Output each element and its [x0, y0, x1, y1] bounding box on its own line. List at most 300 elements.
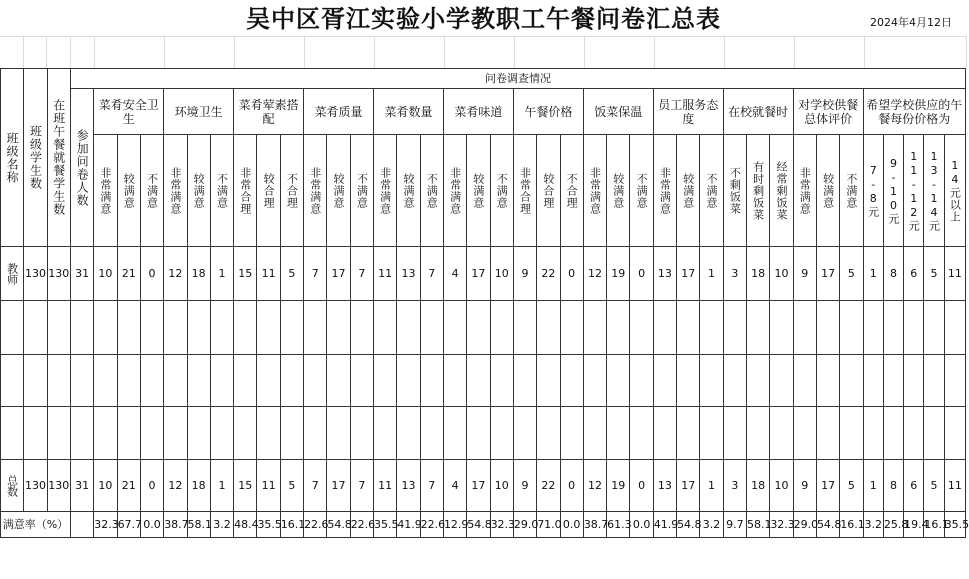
header-group: 环境卫生 — [164, 89, 234, 135]
table-cell: 7 — [304, 460, 327, 512]
table-cell: 5 — [280, 460, 303, 512]
table-cell — [513, 355, 536, 407]
table-cell — [304, 301, 327, 355]
table-cell — [816, 407, 839, 460]
table-cell — [840, 355, 863, 407]
table-cell — [117, 301, 140, 355]
rate-value: 35.5 — [374, 512, 397, 538]
rate-value: 32.3 — [490, 512, 513, 538]
table-cell — [583, 355, 606, 407]
header-subcategory: 不满意 — [210, 135, 233, 247]
row-label — [1, 355, 24, 407]
rate-value: 35.5 — [944, 512, 965, 538]
table-cell — [187, 407, 210, 460]
rate-value: 67.7 — [117, 512, 140, 538]
table-cell — [883, 301, 903, 355]
table-cell — [164, 355, 187, 407]
header-subcategory: 14元以上 — [944, 135, 965, 247]
table-cell — [140, 407, 163, 460]
rate-value: 32.3 — [94, 512, 117, 538]
table-cell: 12 — [583, 460, 606, 512]
table-cell — [653, 355, 676, 407]
table-cell — [490, 355, 513, 407]
table-cell — [94, 355, 117, 407]
table-cell: 13 — [397, 460, 420, 512]
table-cell — [747, 355, 770, 407]
table-cell: 10 — [94, 247, 117, 301]
rate-label: 满意率（%） — [1, 512, 71, 538]
table-cell — [70, 512, 93, 538]
header-subcategory: 非常满意 — [443, 135, 466, 247]
rate-value: 58.1 — [187, 512, 210, 538]
table-cell: 17 — [467, 247, 490, 301]
header-group: 员工服务态度 — [653, 89, 723, 135]
header-subcategory: 较满意 — [607, 135, 630, 247]
table-cell — [630, 355, 653, 407]
header-group: 饭菜保温 — [583, 89, 653, 135]
header-group: 菜肴质量 — [304, 89, 374, 135]
table-cell: 0 — [560, 460, 583, 512]
table-cell: 1 — [210, 460, 233, 512]
table-cell: 11 — [257, 460, 280, 512]
table-cell: 0 — [140, 247, 163, 301]
table-row — [1, 407, 966, 460]
header-lunch-count: 在班午餐就餐学生数 — [47, 69, 70, 247]
table-cell — [700, 407, 723, 460]
table-cell — [924, 407, 944, 460]
table-cell — [70, 355, 93, 407]
row-label: 总数 — [1, 460, 24, 512]
table-cell — [47, 355, 70, 407]
rate-value: 3.2 — [210, 512, 233, 538]
header-subcategory: 非常满意 — [164, 135, 187, 247]
rate-value: 38.7 — [583, 512, 606, 538]
table-cell: 8 — [883, 247, 903, 301]
table-cell — [210, 301, 233, 355]
table-cell — [490, 301, 513, 355]
rate-value: 3.2 — [863, 512, 883, 538]
header-participants: 参加问卷人数 — [70, 89, 93, 247]
header-group: 对学校供餐总体评价 — [793, 89, 863, 135]
sheet-date: 2024年4月12日 — [870, 16, 952, 29]
rate-value: 41.9 — [653, 512, 676, 538]
table-cell — [467, 407, 490, 460]
table-cell — [94, 301, 117, 355]
table-cell: 18 — [747, 247, 770, 301]
header-subcategory: 较满意 — [677, 135, 700, 247]
table-cell: 17 — [677, 460, 700, 512]
rate-value: 0.0 — [630, 512, 653, 538]
table-cell: 15 — [234, 247, 257, 301]
table-cell: 9 — [513, 460, 536, 512]
header-subcategory: 不满意 — [420, 135, 443, 247]
table-cell — [630, 301, 653, 355]
rate-value: 3.2 — [700, 512, 723, 538]
row-label — [1, 407, 24, 460]
table-cell: 1 — [863, 460, 883, 512]
table-cell — [397, 407, 420, 460]
table-cell: 15 — [234, 460, 257, 512]
rate-value: 12.9 — [443, 512, 466, 538]
header-survey-section: 问卷调查情况 — [70, 69, 965, 89]
table-cell — [374, 407, 397, 460]
table-cell: 10 — [770, 460, 793, 512]
row-label — [1, 301, 24, 355]
table-cell — [924, 301, 944, 355]
table-cell — [397, 301, 420, 355]
header-group: 菜肴味道 — [443, 89, 513, 135]
table-cell: 5 — [840, 247, 863, 301]
table-cell — [904, 407, 924, 460]
header-subcategory: 较满意 — [117, 135, 140, 247]
table-cell — [944, 301, 965, 355]
table-cell — [327, 407, 350, 460]
header-subcategory: 较合理 — [537, 135, 560, 247]
table-cell: 130 — [24, 247, 47, 301]
header-group: 希望学校供应的午餐每份价格为 — [863, 89, 965, 135]
table-cell: 17 — [327, 247, 350, 301]
header-subcategory: 不满意 — [490, 135, 513, 247]
table-cell: 18 — [187, 247, 210, 301]
rate-value: 29.0 — [513, 512, 536, 538]
header-subcategory: 经常剩饭菜 — [770, 135, 793, 247]
table-cell: 0 — [560, 247, 583, 301]
table-cell: 8 — [883, 460, 903, 512]
sheet-title: 吴中区胥江实验小学教职工午餐问卷汇总表 — [246, 4, 721, 33]
table-cell: 5 — [924, 247, 944, 301]
table-cell: 0 — [630, 460, 653, 512]
rate-value: 25.8 — [883, 512, 903, 538]
spreadsheet-blank-row — [0, 36, 967, 68]
table-cell: 17 — [677, 247, 700, 301]
table-cell — [677, 355, 700, 407]
table-cell — [70, 301, 93, 355]
header-subcategory: 非常满意 — [583, 135, 606, 247]
table-cell — [607, 355, 630, 407]
header-group: 午餐价格 — [513, 89, 583, 135]
table-cell — [747, 301, 770, 355]
rate-value: 58.1 — [747, 512, 770, 538]
table-cell: 5 — [924, 460, 944, 512]
table-cell — [883, 407, 903, 460]
header-subcategory: 非常满意 — [94, 135, 117, 247]
table-cell: 13 — [397, 247, 420, 301]
table-cell — [607, 301, 630, 355]
table-cell: 1 — [863, 247, 883, 301]
table-cell — [723, 301, 746, 355]
rate-value: 22.6 — [304, 512, 327, 538]
header-subcategory: 较合理 — [257, 135, 280, 247]
table-cell — [723, 355, 746, 407]
table-cell: 17 — [327, 460, 350, 512]
table-cell — [793, 301, 816, 355]
table-cell — [513, 407, 536, 460]
table-cell: 7 — [420, 460, 443, 512]
table-cell — [904, 355, 924, 407]
table-cell — [257, 355, 280, 407]
header-subcategory: 较满意 — [467, 135, 490, 247]
table-cell — [164, 301, 187, 355]
table-cell — [443, 301, 466, 355]
header-subcategory: 非常合理 — [234, 135, 257, 247]
table-cell: 130 — [47, 247, 70, 301]
header-group: 菜肴安全卫生 — [94, 89, 164, 135]
table-cell — [653, 301, 676, 355]
table-cell — [420, 407, 443, 460]
table-cell — [397, 355, 420, 407]
header-subcategory: 不满意 — [140, 135, 163, 247]
table-cell: 10 — [94, 460, 117, 512]
header-subcategory: 不满意 — [700, 135, 723, 247]
header-class-count: 班级学生数 — [24, 69, 47, 247]
table-cell — [607, 407, 630, 460]
table-cell — [793, 355, 816, 407]
rate-value: 48.4 — [234, 512, 257, 538]
table-cell — [420, 301, 443, 355]
table-cell — [793, 407, 816, 460]
table-cell — [677, 407, 700, 460]
table-cell — [70, 407, 93, 460]
table-cell: 21 — [117, 460, 140, 512]
rate-value: 19.4 — [904, 512, 924, 538]
table-cell: 12 — [164, 247, 187, 301]
table-cell — [490, 407, 513, 460]
table-cell — [374, 301, 397, 355]
table-cell — [583, 301, 606, 355]
table-cell — [560, 301, 583, 355]
table-cell: 11 — [944, 460, 965, 512]
table-cell — [677, 301, 700, 355]
table-cell — [234, 407, 257, 460]
table-cell — [257, 301, 280, 355]
table-cell — [117, 355, 140, 407]
table-cell — [210, 407, 233, 460]
header-subcategory: 非常合理 — [513, 135, 536, 247]
table-cell — [883, 355, 903, 407]
table-cell — [420, 355, 443, 407]
table-cell: 21 — [117, 247, 140, 301]
header-subcategory: 不合理 — [560, 135, 583, 247]
rate-value: 29.0 — [793, 512, 816, 538]
rate-value: 54.8 — [327, 512, 350, 538]
table-cell: 12 — [583, 247, 606, 301]
header-subcategory: 非常满意 — [304, 135, 327, 247]
table-cell — [304, 407, 327, 460]
table-cell — [234, 355, 257, 407]
rate-value: 41.9 — [397, 512, 420, 538]
table-cell: 3 — [723, 460, 746, 512]
table-cell: 130 — [47, 460, 70, 512]
table-cell: 0 — [140, 460, 163, 512]
table-cell — [747, 407, 770, 460]
table-cell — [94, 407, 117, 460]
row-label: 教师 — [1, 247, 24, 301]
rate-value: 54.8 — [677, 512, 700, 538]
table-cell: 7 — [420, 247, 443, 301]
table-cell — [560, 407, 583, 460]
header-group: 在校就餐时 — [723, 89, 793, 135]
table-cell: 4 — [443, 460, 466, 512]
table-cell — [24, 301, 47, 355]
table-cell: 18 — [747, 460, 770, 512]
header-subcategory: 较满意 — [816, 135, 839, 247]
table-cell — [257, 407, 280, 460]
table-cell — [280, 355, 303, 407]
table-cell — [140, 301, 163, 355]
table-cell — [816, 355, 839, 407]
rate-value: 16.1 — [840, 512, 863, 538]
table-cell: 13 — [653, 460, 676, 512]
header-subcategory: 不满意 — [350, 135, 373, 247]
table-cell — [467, 355, 490, 407]
table-cell — [513, 301, 536, 355]
table-cell — [443, 407, 466, 460]
table-cell: 1 — [210, 247, 233, 301]
table-cell — [304, 355, 327, 407]
rate-value: 54.8 — [467, 512, 490, 538]
table-cell: 6 — [904, 247, 924, 301]
table-cell — [350, 301, 373, 355]
rate-value: 38.7 — [164, 512, 187, 538]
table-cell: 22 — [537, 247, 560, 301]
table-cell: 19 — [607, 247, 630, 301]
table-cell — [350, 407, 373, 460]
table-cell: 7 — [350, 460, 373, 512]
table-row — [1, 301, 966, 355]
table-cell — [537, 355, 560, 407]
table-cell — [863, 301, 883, 355]
table-cell — [770, 407, 793, 460]
table-cell — [117, 407, 140, 460]
table-cell — [560, 355, 583, 407]
table-cell: 0 — [630, 247, 653, 301]
table-cell — [280, 301, 303, 355]
table-cell: 12 — [164, 460, 187, 512]
rate-value: 22.6 — [420, 512, 443, 538]
table-cell: 1 — [700, 460, 723, 512]
rate-value: 32.3 — [770, 512, 793, 538]
table-cell: 17 — [467, 460, 490, 512]
table-cell: 19 — [607, 460, 630, 512]
table-cell — [863, 355, 883, 407]
table-cell — [840, 301, 863, 355]
rate-value: 35.5 — [257, 512, 280, 538]
table-cell: 5 — [840, 460, 863, 512]
table-cell — [187, 355, 210, 407]
table-row — [1, 247, 966, 301]
table-cell — [327, 301, 350, 355]
table-cell: 17 — [816, 460, 839, 512]
header-subcategory: 非常满意 — [374, 135, 397, 247]
table-cell — [630, 407, 653, 460]
rate-value: 71.0 — [537, 512, 560, 538]
table-cell: 5 — [280, 247, 303, 301]
header-group: 菜肴数量 — [374, 89, 444, 135]
table-cell — [723, 407, 746, 460]
header-subcategory: 13-14元 — [924, 135, 944, 247]
header-class-name: 班级名称 — [1, 69, 24, 247]
header-subcategory: 较满意 — [187, 135, 210, 247]
table-cell — [700, 355, 723, 407]
table-cell — [537, 301, 560, 355]
table-cell — [327, 355, 350, 407]
table-cell — [210, 355, 233, 407]
table-cell — [140, 355, 163, 407]
table-cell: 31 — [70, 247, 93, 301]
table-cell — [944, 355, 965, 407]
header-subcategory: 较满意 — [397, 135, 420, 247]
header-subcategory: 不合理 — [280, 135, 303, 247]
header-subcategory: 有时剩饭菜 — [747, 135, 770, 247]
table-cell — [537, 407, 560, 460]
table-cell — [863, 407, 883, 460]
rate-value: 61.3 — [607, 512, 630, 538]
table-cell: 31 — [70, 460, 93, 512]
table-cell: 10 — [490, 247, 513, 301]
table-cell: 9 — [793, 460, 816, 512]
table-cell: 17 — [816, 247, 839, 301]
rate-value: 16.1 — [924, 512, 944, 538]
survey-summary-table — [0, 68, 969, 538]
table-cell — [904, 301, 924, 355]
table-cell — [700, 301, 723, 355]
table-cell — [583, 407, 606, 460]
table-cell: 7 — [304, 247, 327, 301]
rate-value: 54.8 — [816, 512, 839, 538]
table-cell — [443, 355, 466, 407]
table-cell — [24, 407, 47, 460]
table-cell — [187, 301, 210, 355]
table-cell: 4 — [443, 247, 466, 301]
table-cell: 7 — [350, 247, 373, 301]
rate-value: 0.0 — [560, 512, 583, 538]
table-cell: 13 — [653, 247, 676, 301]
table-cell — [944, 407, 965, 460]
table-cell: 11 — [944, 247, 965, 301]
table-cell: 9 — [513, 247, 536, 301]
table-cell — [770, 301, 793, 355]
table-cell — [374, 355, 397, 407]
table-cell: 9 — [793, 247, 816, 301]
table-cell: 11 — [374, 247, 397, 301]
header-subcategory: 11-12元 — [904, 135, 924, 247]
satisfaction-rate-row — [1, 512, 966, 538]
table-cell — [280, 407, 303, 460]
table-cell — [770, 355, 793, 407]
table-cell: 10 — [490, 460, 513, 512]
table-cell — [47, 301, 70, 355]
header-subcategory: 不满意 — [630, 135, 653, 247]
header-subcategory: 9-10元 — [883, 135, 903, 247]
table-cell — [24, 355, 47, 407]
rate-value: 0.0 — [140, 512, 163, 538]
header-subcategory: 不满意 — [840, 135, 863, 247]
header-subcategory: 7-8元 — [863, 135, 883, 247]
header-subcategory: 较满意 — [327, 135, 350, 247]
table-cell: 18 — [187, 460, 210, 512]
table-cell: 22 — [537, 460, 560, 512]
table-cell: 130 — [24, 460, 47, 512]
table-cell: 10 — [770, 247, 793, 301]
table-row — [1, 355, 966, 407]
table-row — [1, 460, 966, 512]
header-subcategory: 不剩饭菜 — [723, 135, 746, 247]
table-cell: 1 — [700, 247, 723, 301]
table-cell: 11 — [374, 460, 397, 512]
table-cell: 3 — [723, 247, 746, 301]
table-cell — [47, 407, 70, 460]
table-cell — [234, 301, 257, 355]
